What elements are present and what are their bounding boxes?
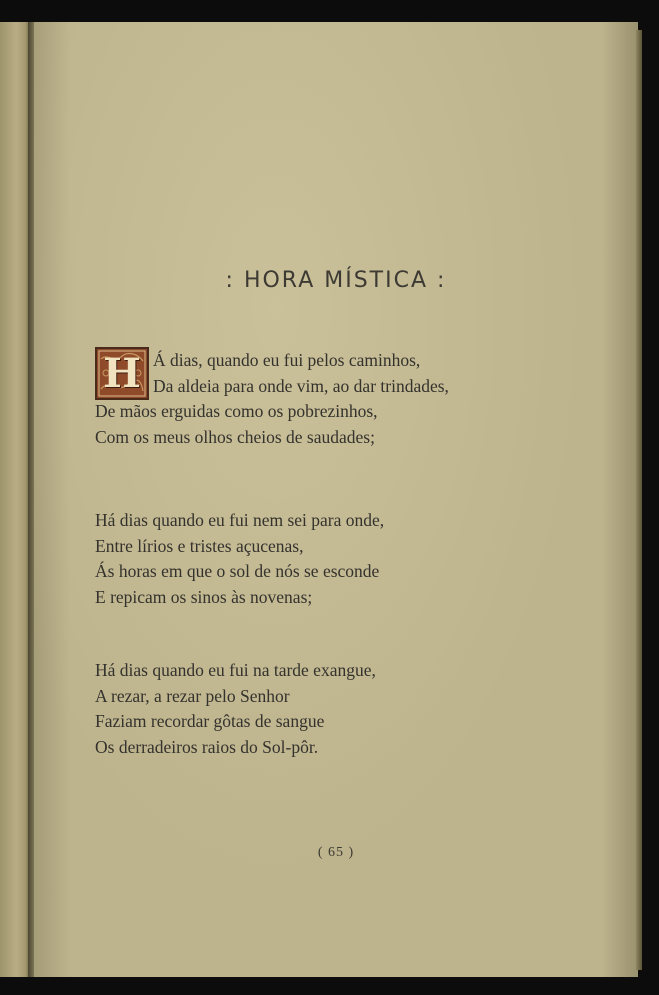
page-right-edge [636,30,642,970]
poem-line: Com os meus olhos cheios de saudades; [95,426,375,447]
page-number: ( 65 ) [317,845,355,860]
stanza-1 [95,348,449,450]
poem-title: : HORA MÍSTICA : [225,268,447,293]
stanza-3 [95,658,376,760]
poem-line: Entre lírios e tristes açucenas, [95,535,304,556]
poem-line: Faziam recordar gôtas de sangue [95,711,325,731]
poem-line: Há dias quando eu fui na tarde exangue, [95,660,376,680]
book-page [34,22,638,977]
stanza-2 [95,508,384,610]
previous-page-edge [0,22,30,977]
poem-line: Há dias quando eu fui nem sei para onde, [95,510,385,530]
poem-line: E repicam os sinos às novenas; [95,586,313,607]
drop-cap-letter: H [103,350,141,397]
poem-line: Á dias, quando eu fui pelos caminhos, [153,350,421,370]
poem-line: De mãos erguidas como os pobrezinhos, [95,401,378,421]
poem-line: Da aldeia para onde vim, ao dar trindades, [153,375,449,396]
poem-line: Ás horas em que o sol de nós se esconde [95,561,380,581]
poem-line: A rezar, a rezar pelo Senhor [95,685,290,706]
poem-line: Os derradeiros raios do Sol-pôr. [95,736,319,757]
